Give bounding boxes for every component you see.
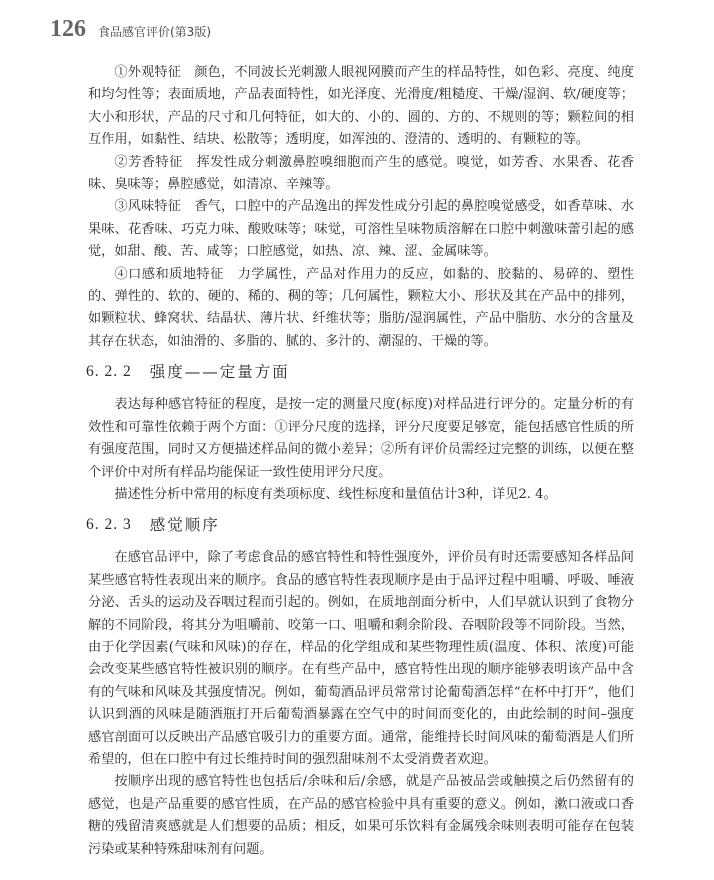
page-number: 126 bbox=[50, 16, 86, 42]
section-number: 6. 2. 3 bbox=[86, 516, 132, 534]
paragraph-texture: ④口感和质地特征 力学属性，产品对作用力的反应，如黏的、胶黏的、易碎的、塑性的、弹性的、软的、硬的、稀的、稠的等；几何属性，颗粒大小、形状及其在产品中的排列，如颗粒状、蜂窝状、结晶状、薄片状、纤维状等；脂肪/湿润属性，产品中脂肪、水分的含量及其存在状态，如油滑的、多脂的、腻的、多汁的、潮湿的、干燥的等。 bbox=[88, 266, 634, 349]
page-body bbox=[88, 62, 634, 861]
section-number: 6. 2. 2 bbox=[86, 363, 132, 381]
section-heading-6-2-3 bbox=[86, 513, 634, 537]
paragraph-aroma: ②芳香特征 挥发性成分刺激鼻腔嗅细胞而产生的感觉。嗅觉，如芳香、水果香、花香味、臭味等；鼻腔感觉，如清凉、辛辣等。 bbox=[88, 154, 634, 193]
paragraph-order-2: 按顺序出现的感官特性也包括后/余味和后/余感，就是产品被品尝或触摸之后仍然留有的感觉，也是产品重要的感官性质，在产品的感官检验中具有重要的意义。例如，漱口液或口香糖的残留清爽感就是人们想要的品质；相反，如果可乐饮料有金属残余味则表明可能存在包装污染或某种特殊甜味剂有问题。 bbox=[88, 774, 634, 857]
running-head bbox=[50, 16, 211, 43]
running-title: 食品感官评价(第3版) bbox=[98, 25, 211, 39]
paragraph-intensity-2: 描述性分析中常用的标度有类项标度、线性标度和量值估计3种，详见2. 4。 bbox=[114, 486, 557, 502]
paragraph-flavor: ③风味特征 香气，口腔中的产品逸出的挥发性成分引起的鼻腔嗅觉感受，如香草味、水果味、花香味、巧克力味、酸败味等；味觉，可溶性呈味物质溶解在口腔中刺激味蕾引起的感觉，如甜、酸、苦、咸等；口腔感觉，如热、凉、辣、涩、金属味等。 bbox=[88, 199, 634, 260]
paragraph-appearance: ①外观特征 颜色，不同波长光刺激人眼视网膜而产生的样品特性，如色彩、亮度、纯度和均匀性等；表面质地，产品表面特性，如光泽度、光滑度/粗糙度、干燥/湿润、软/硬度等；大小和形状，产品的尺寸和几何特征，如大的、小的、圆的、方的、不规则的等；颗粒间的相互作用，如黏性、结块、松散等；透明度，如浑浊的、澄清的、透明的、有颗粒的等。 bbox=[88, 65, 634, 148]
paragraph-intensity-1: 表达每种感官特征的程度，是按一定的测量尺度(标度)对样品进行评分的。定量分析的有效性和可靠性依赖于两个方面：①评分尺度的选择，评分尺度要足够宽，能包括感官性质的所有强度范围，同时又方便描述样品间的微小差异；②所有评价员需经过完整的训练，以便在整个评价中对所有样品均能保证一致性使用评分尺度。 bbox=[88, 397, 634, 480]
section-title: 强度——定量方面 bbox=[149, 363, 290, 382]
section-heading-6-2-2 bbox=[86, 360, 634, 384]
paragraph-order-1: 在感官品评中，除了考虑食品的感官特性和特性强度外，评价员有时还需要感知各样品间某些感官特性表现出来的顺序。食品的感官特性表现顺序是由于品评过程中咀嚼、呼吸、唾液分泌、舌头的运动及吞咽过程而引起的。例如，在质地剖面分析中，人们早就认识到了食物分解的不同阶段，将其分为咀嚼前、咬第一口、咀嚼和剩余阶段、吞咽阶段等不同阶段。当然，由于化学因素(气味和风味)的存在，样品的化学组成和某些物理性质(温度、体积、浓度)可能会改变某些感官特性被识别的顺序。在有些产品中，感官特性出现的顺序能够表明该产品中含有的气味和风味及其强度情况。例如，葡萄酒品评员常常讨论葡萄酒怎样“在杯中打开”，他们认识到酒的风味是随酒瓶打开后葡萄酒暴露在空气中的时间而变化的，由此绘制的时间–强度感官剖面可以反映出产品感官吸引力的重要方面。通常，能维持长时间风味的葡萄酒是人们所希望的，但在口腔中有过长维持时间的强烈甜味剂不太受消费者欢迎。 bbox=[88, 550, 634, 767]
section-title: 感觉顺序 bbox=[149, 516, 220, 535]
